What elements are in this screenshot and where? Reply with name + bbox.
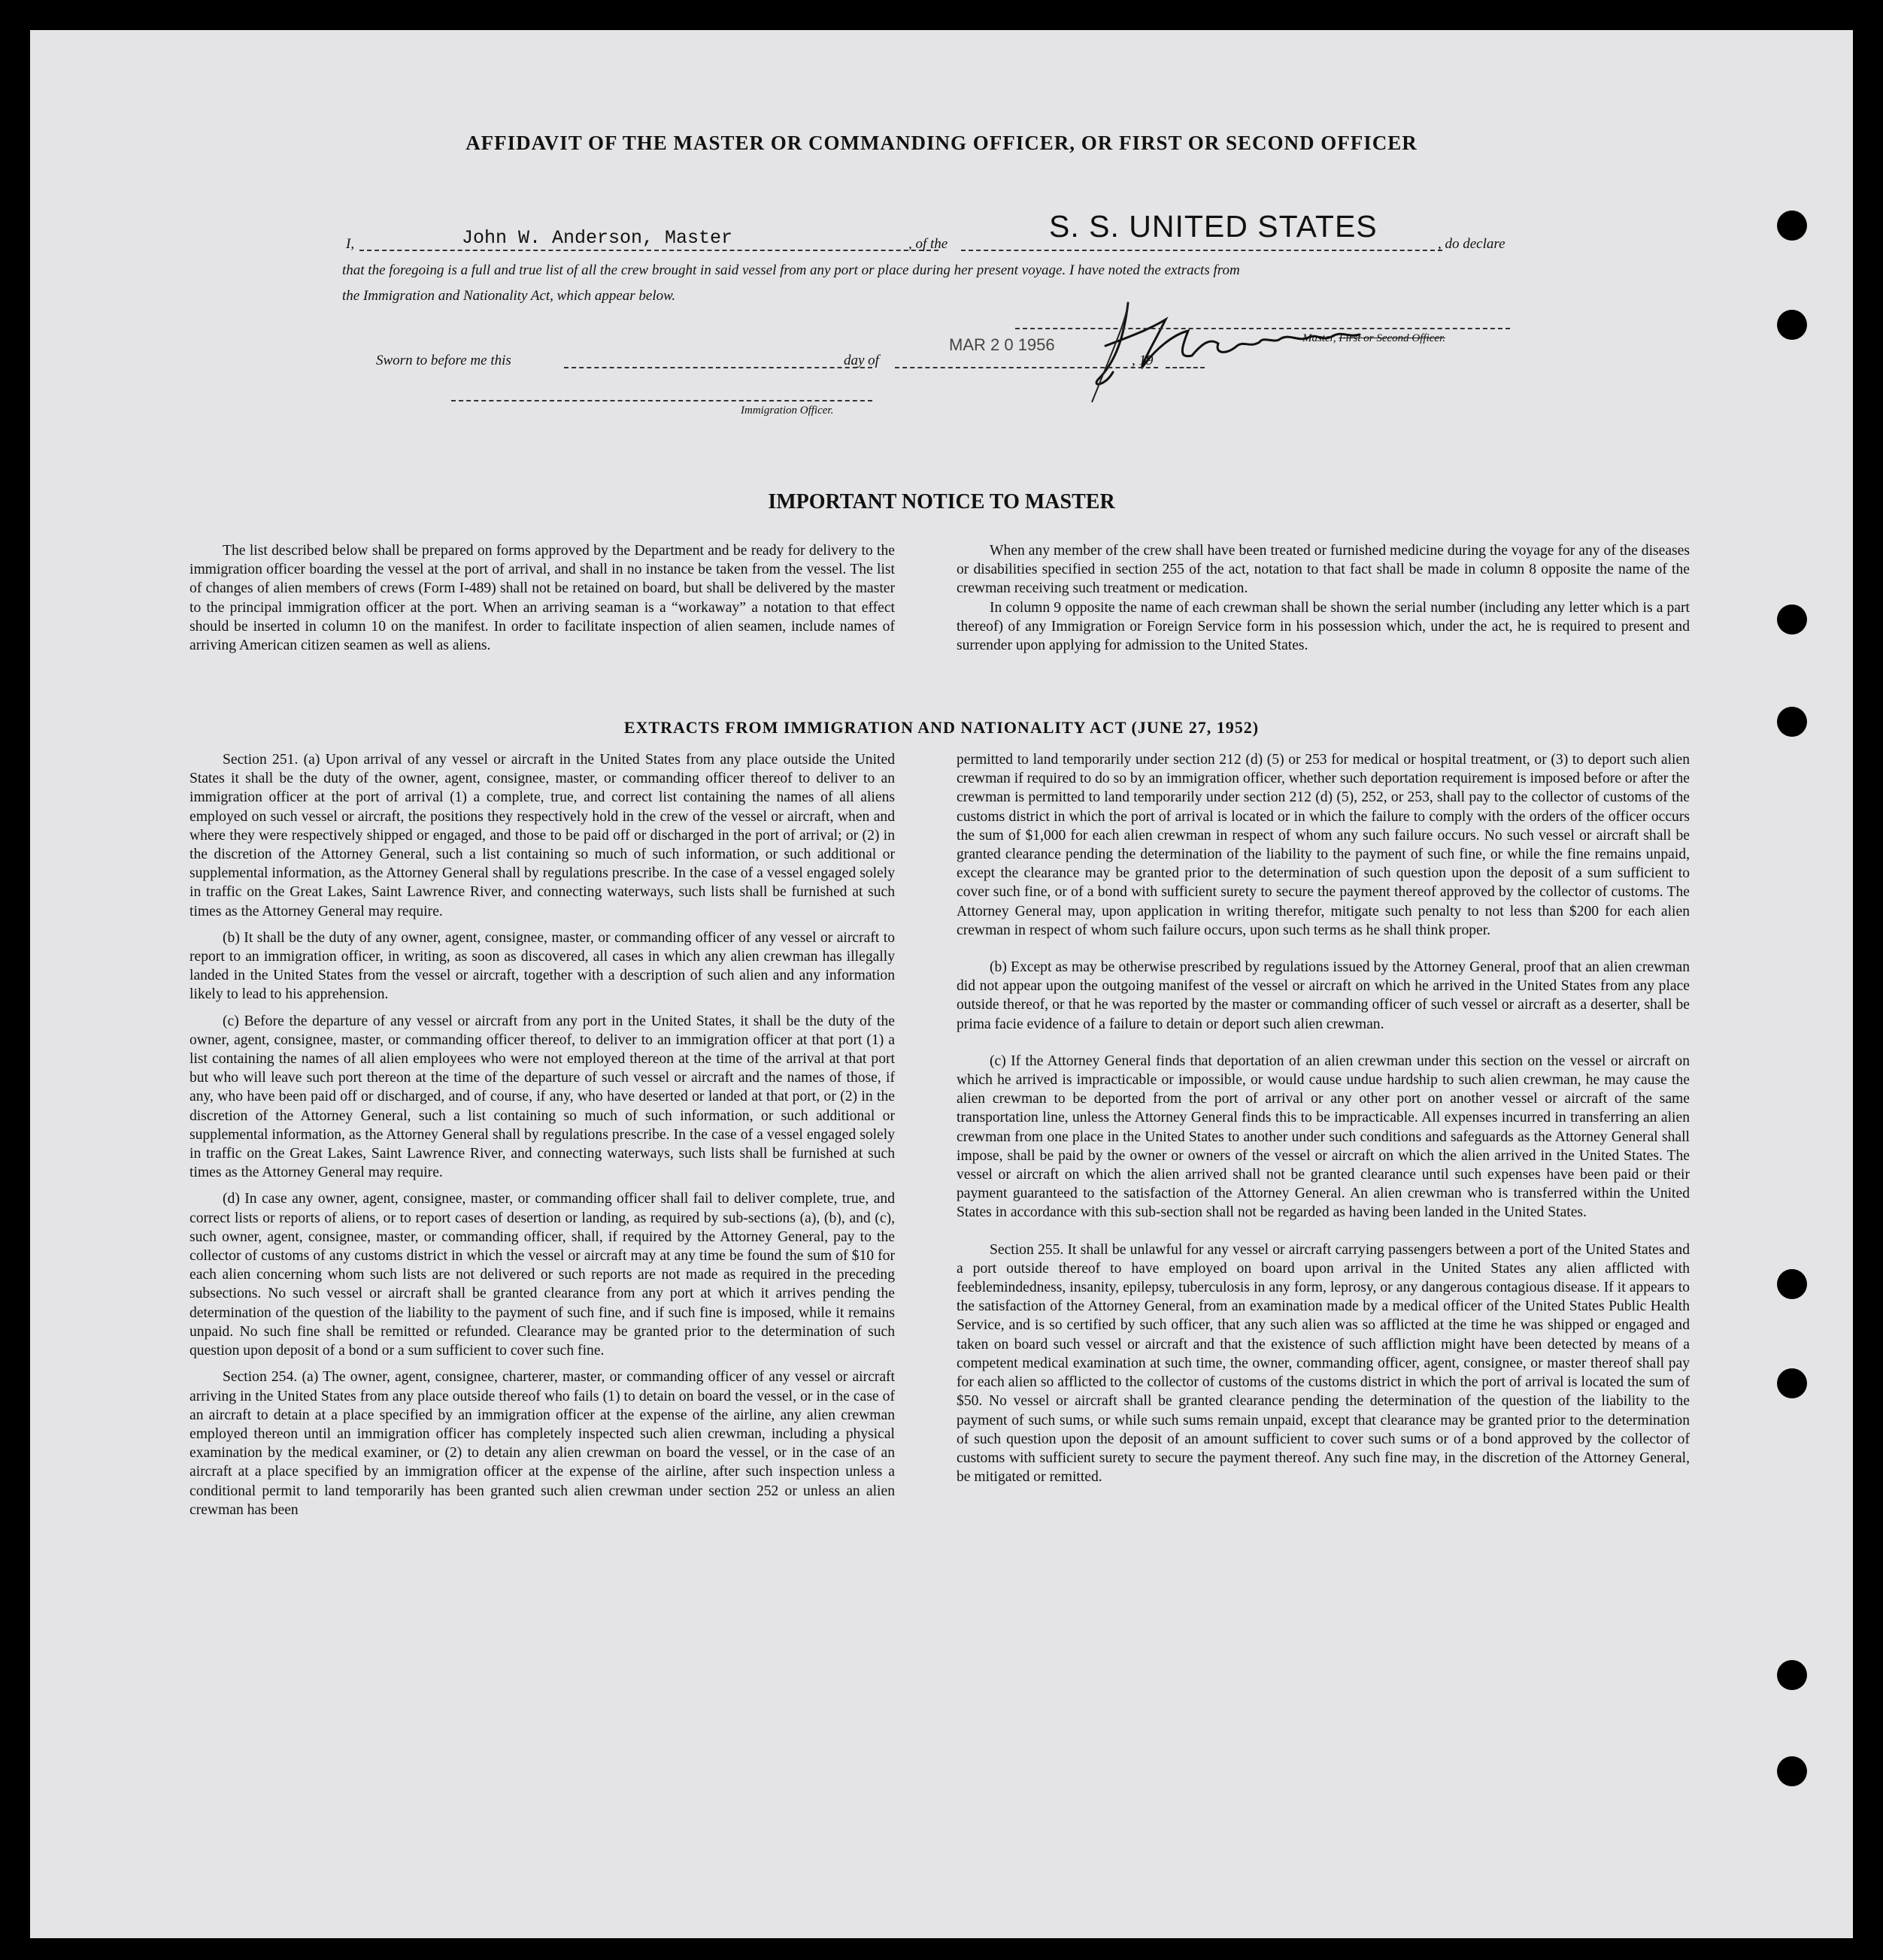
section-254-b: (b) Except as may be otherwise prescribed by regulations issued by the Attorney General, proof that an alien crewman did not appear upon the outgoing manifest of the vessel or aircraft on which he arrived in the United States from any place outside thereof, or that he was reported by the master or commanding officer of such vessel or aircraft as a deserter, shall be prima facie evidence of a failure to detain or deport such alien crewman. xyxy=(957,959,1690,1032)
punch-hole xyxy=(1777,1368,1807,1398)
notice-paragraph: In column 9 opposite the name of each crewman shall be shown the serial number (including any letter which is a part thereof) of any Immigration or Foreign Service form in his possession which, under the act, he is required to present and surrender upon applying for admission to the United States. xyxy=(957,599,1690,654)
punch-hole xyxy=(1777,604,1807,635)
signer-title-struck: First or Second Officer. xyxy=(1339,332,1445,344)
vessel-line xyxy=(961,250,1442,251)
year-label: , 19 xyxy=(1132,353,1154,368)
sworn-month-line xyxy=(895,367,1158,368)
sworn-label: Sworn to before me this xyxy=(376,353,511,368)
year-line xyxy=(1166,367,1205,368)
of-the-label: , of the xyxy=(908,236,948,252)
extracts-left-column xyxy=(190,750,895,1519)
punch-hole xyxy=(1777,707,1807,737)
date-stamp: MAR 2 0 1956 xyxy=(949,335,1055,354)
signer-title xyxy=(1302,332,1445,345)
punch-hole xyxy=(1777,1660,1807,1690)
punch-hole xyxy=(1777,1269,1807,1299)
declaration-line-1: that the foregoing is a full and true list of all the crew brought in said vessel from any port or place during her present voyage. I have noted the extracts from xyxy=(342,262,1240,278)
extracts-right-column xyxy=(957,750,1690,1486)
notice-left-column xyxy=(190,541,895,655)
i-label: I, xyxy=(346,236,355,252)
notice-right-column xyxy=(957,541,1690,655)
signature-line xyxy=(1015,328,1510,329)
notice-title: IMPORTANT NOTICE TO MASTER xyxy=(768,490,1115,513)
officer-signature-line xyxy=(451,400,872,401)
section-251-d: (d) In case any owner, agent, consignee, master, or commanding officer shall fail to deliver complete, true, and correct lists or reports of aliens, or to report cases of desertion or landing, as required by sub-sections (a), (b), and (c), such owner, agent, consignee, master, or commanding officer, shall, if required by the Attorney General, pay to the collector of customs of any customs district in which the vessel or aircraft may at any time be found the sum of $10 for each alien concerning whom such lists are not delivered or such reports are not made as required in the preceding subsections. No such vessel or aircraft shall be granted clearance from any port at which it arrives pending the determination of the question of the liability to the payment of such fine, and if such fine is imposed, while it remains unpaid. No such fine shall be remitted or refunded. Clearance may be granted prior to the determination of such question upon deposit of a bond or a sum sufficient to cover such fine. xyxy=(190,1191,895,1359)
declaration-line-2: the Immigration and Nationality Act, which appear below. xyxy=(342,288,676,304)
immigration-officer-label: Immigration Officer. xyxy=(741,404,834,417)
section-251-a: Section 251. (a) Upon arrival of any vessel or aircraft in the United States from any place outside the United States it shall be the duty of the owner, agent, consignee, master, or commanding officer thereof to deliver to an immigration officer at the port of arrival (1) a complete, true, and correct list containing the names of all aliens employed on such vessel or aircraft, the positions they respectively hold in the crew of the vessel or aircraft, when and where they were respectively shipped or engaged, and those to be paid off or discharged in the port of arrival; or (2) in the discretion of the Attorney General, such a list containing so much of such information, or such additional or supplemental information, as the Attorney General shall by regulations prescribe. In the case of a vessel engaged solely in traffic on the Great Lakes, Saint Lawrence River, and connecting waterways, such lists shall be furnished at such times as the Attorney General may require. xyxy=(190,752,895,919)
notice-paragraph: The list described below shall be prepared on forms approved by the Department and be ready for delivery to the immigration officer boarding the vessel at the port of arrival, and shall in no instance be taken from the vessel. The list of changes of alien members of crews (Form I-489) shall not be retained on board, but shall be delivered by the master to the principal immigration officer at the port. When an arriving seaman is a “workaway” a notation to that effect should be inserted in column 10 on the manifest. In order to facilitate inspection of alien seamen, include names of arriving American citizen seamen as well as aliens. xyxy=(190,543,895,654)
section-254-a: Section 254. (a) The owner, agent, consignee, charterer, master, or commanding officer of any vessel or aircraft arriving in the United States from any place outside thereof who fails (1) to detain on board the vessel, or in the case of an aircraft to detain at a place specified by an immigration officer at the expense of the airline, any alien crewman employed thereon until an immigration officer has completely inspected such alien crewman, including a physical examination by the medical examiner, or (2) to detain any alien crewman on board the vessel, or in the case of an aircraft at a place specified by an immigration officer at the expense of the airline, after such inspection unless a conditional permit to land temporarily has been granted such alien crewman under section 252 or unless an alien crewman has been xyxy=(190,1369,895,1518)
vessel-name: S. S. UNITED STATES xyxy=(1049,209,1378,244)
signer-title-master: Master, xyxy=(1302,332,1336,344)
extracts-title: EXTRACTS FROM IMMIGRATION AND NATIONALITY ACT (JUNE 27, 1952) xyxy=(623,718,1260,737)
section-251-b: (b) It shall be the duty of any owner, agent, consignee, master, or commanding officer of any vessel or aircraft to report to an immigration officer, in writing, as soon as discovered, all cases in which any alien crewman has illegally landed in the United States from the vessel or aircraft, together with a description of such alien and any information likely to lead to his apprehension. xyxy=(190,929,895,1003)
notice-paragraph: When any member of the crew shall have been treated or furnished medicine during the voyage for any of the diseases or disabilities specified in section 255 of the act, notation to that fact shall be made in column 8 opposite the name of the crewman receiving such treatment or medication. xyxy=(957,543,1690,597)
section-254-a-continued: permitted to land temporarily under section 212 (d) (5) or 253 for medical or hospital treatment, or (3) to deport such alien crewman if required to do so by an immigration officer, whether such deportation requirement is imposed before or after the crewman is permitted to land temporarily under section 212 (d) (5), 252, or 253, shall pay to the collector of customs of the customs district in which the port of arrival is located or in which the failure to comply with the orders of the officer occurs the sum of $1,000 for each alien crewman in respect of whom any such failure occurs. No such vessel or aircraft shall be granted clearance pending the determination of the liability to the payment of such fine, or while the fine remains unpaid, except the clearance may be granted prior to the determination of such question upon the deposit of a sum sufficient to cover such fine, or of a bond with sufficient surety to secure the payment thereof approved by the collector of customs. The Attorney General may, upon application in writing therefor, mitigate such penalty to not less than $200 for each alien crewman in respect of whom such failure occurs, upon such terms as he shall think proper. xyxy=(957,752,1690,938)
affidavit-title: AFFIDAVIT OF THE MASTER OR COMMANDING OFFICER, OR FIRST OR SECOND OFFICER xyxy=(465,132,1418,154)
day-of-label: day of xyxy=(844,353,879,368)
punch-hole xyxy=(1777,211,1807,241)
punch-hole xyxy=(1777,310,1807,340)
sworn-day-line xyxy=(564,367,872,368)
declarant-name: John W. Anderson, Master xyxy=(462,227,733,249)
document-page xyxy=(30,30,1853,1938)
signature-image xyxy=(1083,289,1399,410)
punch-hole xyxy=(1777,1756,1807,1786)
do-declare-label: , do declare xyxy=(1438,236,1505,252)
section-255: Section 255. It shall be unlawful for any vessel or aircraft carrying passengers between a port of the United States and a port outside thereof to have employed on board upon arrival in the United States any alien afflicted with feeblemindedness, insanity, epilepsy, tuberculosis in any form, leprosy, or any dangerous contagious disease. If it appears to the satisfaction of the Attorney General, from an examination made by a medical officer of the United States Public Health Service, and is so certified by such officer, that any such alien was so afflicted at the time he was shipped or engaged and taken on board such vessel or aircraft and that the existence of such affliction might have been detected by means of a competent medical examination at such time, the owner, commanding officer, agent, consignee, or master thereof shall pay for each alien so afflicted to the collector of customs of the customs district in which the port of arrival is located the sum of $50. No vessel or aircraft shall be granted clearance pending the determination of the question of the liability to the payment of such sums, or while such sums remain unpaid, except that clearance may be granted prior to the determination of such question upon the deposit of an amount sufficient to cover such sums or of a bond approved by the collector of customs with sufficient surety to secure the payment thereof. Any such fine may, in the discretion of the Attorney General, be mitigated or remitted. xyxy=(957,1241,1690,1486)
name-line xyxy=(359,250,938,251)
section-251-c: (c) Before the departure of any vessel or aircraft from any port in the United States, it shall be the duty of the owner, agent, consignee, master, or commanding officer thereof, to deliver to an immigration officer at that port (1) a list containing the names of all alien employees who were not employed thereon at the time of the arrival at that port but who will leave such port thereon at the time of the departure of such vessel or aircraft and the names of those, if any, who have been paid off or discharged, and of course, if any, who have deserted or landed at that port, or (2) in the discretion of the Attorney General, such a list containing so much of such information, or such additional or supplemental information, as the Attorney General shall by regulations prescribe. In the case of a vessel engaged solely in traffic on the Great Lakes, Saint Lawrence River, and connecting waterways, such lists shall be furnished at such times as the Attorney General may require. xyxy=(190,1013,895,1181)
section-254-c: (c) If the Attorney General finds that deportation of an alien crewman under this section on the vessel or aircraft on which he arrived is impracticable or impossible, or would cause undue hardship to such alien crewman, he may cause the alien crewman to be deported from the port of arrival or any other port on another vessel or aircraft of the same transportation line, unless the Attorney General finds this to be impracticable. All expenses incurred in transferring an alien crewman from one place in the United States to another under such conditions and safeguards as the Attorney General shall impose, shall be paid by the owner or owners of the vessel or aircraft on which the alien arrived in the United States. The vessel or aircraft on which the alien arrived shall not be granted clearance until such expenses have been paid or their payment guaranteed to the satisfaction of the Attorney General. An alien crewman who is transferred within the United States in accordance with this sub-section shall not be regarded as having been landed in the United States. xyxy=(957,1053,1690,1221)
